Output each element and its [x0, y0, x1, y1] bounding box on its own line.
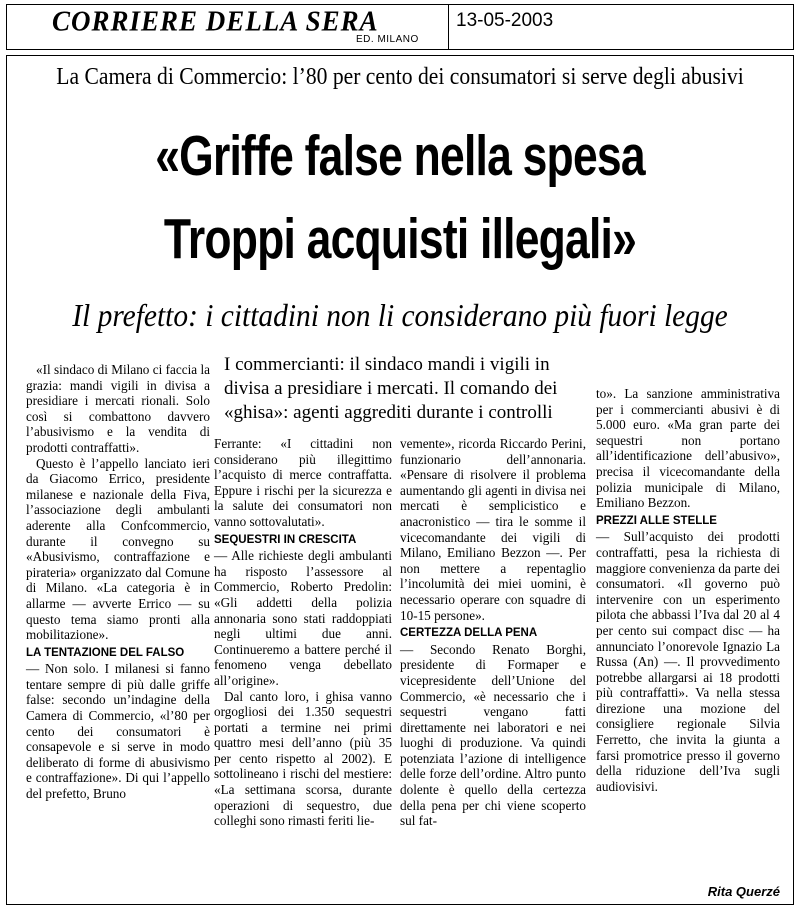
- section-heading: CERTEZZA DELLA PENA: [400, 627, 538, 640]
- headline-line-1: «Griffe false nella spesa: [155, 124, 645, 188]
- paragraph: Dal canto loro, i ghisa vanno orgogliosi dei 1.350 sequestri portati a termine nei primi quattro mesi dell’anno (più 35 per cento rispetto al 2002). E sottolineano i rischi del mestiere: «La settimana scorsa, durante operazioni di sequestro, due colleghi sono rimasti feriti lie-: [214, 688, 392, 829]
- section-heading: PREZZI ALLE STELLE: [596, 514, 717, 527]
- kicker: La Camera di Commercio: l’80 per cento dei consumatori si serve degli abusivi: [56, 64, 744, 90]
- paragraph: vemente», ricorda Riccardo Perini, funzionario dell’annonaria. «Pensare di risolvere il problema aumentando gli agenti in divisa nei mercati è semplicistico e anacronistico — tira le somme il vicecomandante dei vigili di Milano, Emiliano Bezzon —. Per non mettere a repentaglio l’incolumità dei miei uomini, è necessario operare con squadre di 10-15 persone».: [400, 436, 586, 623]
- paragraph: — Alle richieste degli ambulanti ha risposto l’assessore al Commercio, Roberto Predolin: «Gli addetti della polizia annonaria sono stati raddoppiati negli ultimi due anni. Continueremo a battere perché il fenomeno venga debellato all’origine».: [214, 548, 392, 688]
- byline: Rita Querzé: [707, 884, 780, 899]
- paragraph: — Secondo Renato Borghi, presidente di Formaper e vicepresidente dell’Unione del Commercio, «è necessario che i sequestri vengano fatti direttamente nei laboratori e nei luoghi di produzione. Va quindi potenziata l’azione di intelligence delle forze dell’ordine. Altro punto dolente è quello della certezza della pena per chi viene scoperto sul fat-: [400, 641, 586, 829]
- paragraph: to». La sanzione amministrativa per i commercianti abusivi è di 5.000 euro. «Ma gran parte dei sequestri non portano all’identificazione dell’abusivo», precisa il vicecomandante della polizia municipale di Milano, Emiliano Bezzon.: [596, 386, 780, 511]
- subheadline: Il prefetto: i cittadini non li considerano più fuori legge: [72, 297, 728, 333]
- paragraph: «Il sindaco di Milano ci faccia la grazia: mandi vigili in divisa a presidiare i mercati rionali. Solo così si combattono davvero l’abusivismo e la vendita di prodotti contraffatti».: [26, 362, 210, 455]
- article-column-2: [214, 436, 392, 829]
- masthead-divider: [448, 4, 449, 50]
- section-heading: LA TENTAZIONE DEL FALSO: [26, 646, 185, 659]
- headline-line-2: Troppi acquisti illegali»: [163, 207, 637, 271]
- publication-date: 13-05-2003: [456, 10, 554, 31]
- deck: I commercianti: il sindaco mandi i vigili in divisa a presidiare i mercati. Il comando dei «ghisa»: agenti aggrediti durante i controlli: [224, 354, 558, 423]
- paragraph: — Sull’acquisto dei prodotti contraffatti, pesa la richiesta di maggiore convenienza da parte dei consumatori. «Il governo può intervenire con un esperimento pilota che abbassi l’Iva dal 20 al 4 per cento sui compact disc — ha annunciato l’onorevole Ignazio La Russa (An) —. Il provvedimento potrebbe allargarsi ai 18 prodotti più contraffatti». Va nella stessa direzione una mozione del consigliere regionale Silvia Ferretto, che invita la giunta a farsi promotrice presso il governo della riduzione dell’Iva sugli audiovisivi.: [596, 529, 780, 794]
- article-column-1: [26, 362, 210, 802]
- newspaper-title: CORRIERE DELLA SERA: [52, 5, 379, 37]
- paragraph: — Non solo. I milanesi si fanno tentare sempre di più dalle griffe false: secondo un’indagine della Camera di Commercio, «l’80 per cento dei consumatori è consapevole e si serve in modo deliberato di forme di abusivismo e contraffazione». Di qui l’appello del prefetto, Bruno: [26, 661, 210, 802]
- article-column-4: [596, 386, 780, 794]
- edition-label: ED. MILANO: [356, 34, 419, 45]
- paragraph: Ferrante: «I cittadini non considerano più illegittimo l’acquisto di merce contraffatta. Eppure i rischi per la sicurezza e la salute dei consumatori non vanno sottovalutati».: [214, 436, 392, 529]
- article-column-3: [400, 436, 586, 829]
- paragraph: Questo è l’appello lanciato ieri da Giacomo Errico, presidente milanese e nazionale della Fiva, l’associazione degli ambulanti aderente alla Confcommercio, durante il convegno su «Abusivismo, contraffazione e pirateria» organizzato dal Comune di Milano. «La categoria è in allarme — avverte Errico — su questo tema siamo pronti alla mobilitazione».: [26, 455, 210, 643]
- section-heading: SEQUESTRI IN CRESCITA: [214, 533, 357, 546]
